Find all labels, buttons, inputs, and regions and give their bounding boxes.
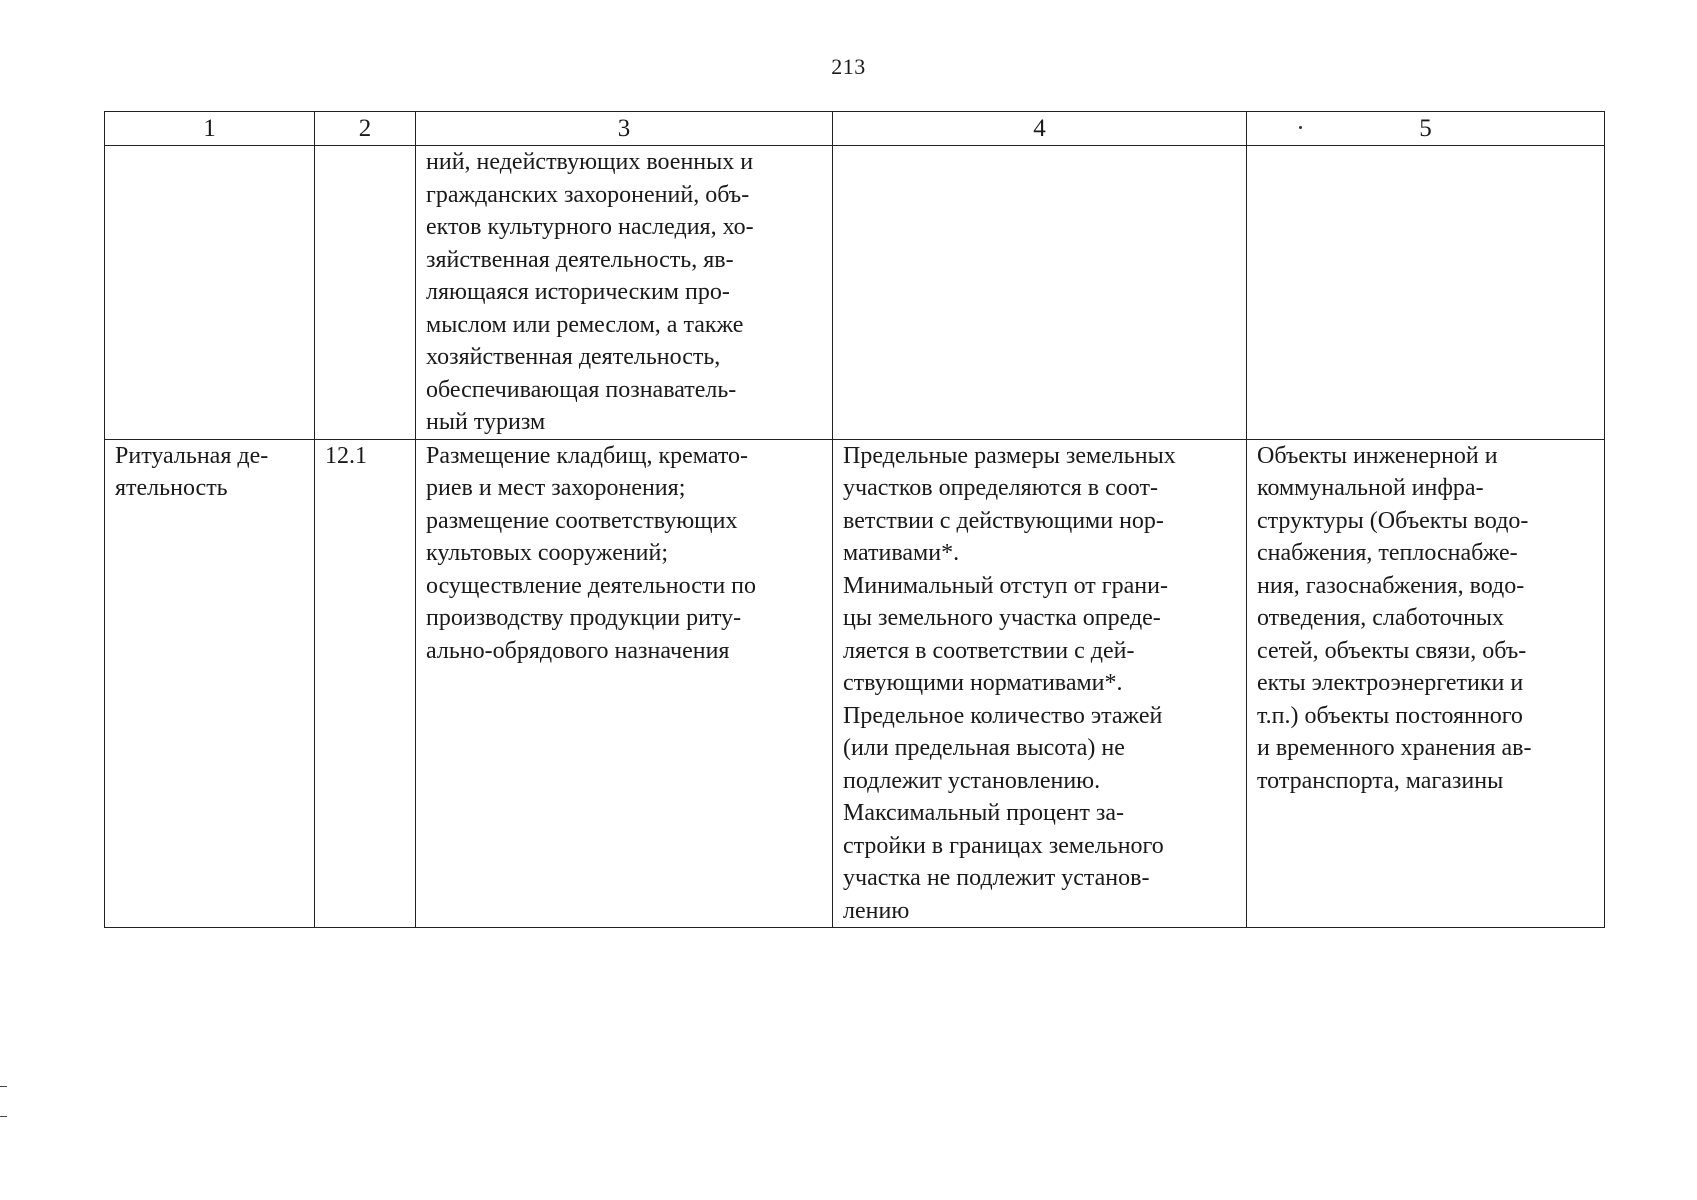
land-use-table [104,111,1605,928]
cell-text-line: екты электроэнергетики и [1257,670,1524,696]
cell-text-line: и временного хранения ав- [1257,735,1532,761]
cell-text-line: осуществление деятельности по [426,572,757,599]
cell-text-line: обеспечивающая познаватель- [426,376,737,403]
cell-text-line: Объекты инженерной и [1257,442,1498,469]
cell-text-line: Предельное количество этажей [843,702,1163,729]
cell-text-line: ния, газоснабжения, водо- [1257,572,1525,599]
cell-text-line: ектов культурного наследия, хо- [426,214,754,240]
cell-text-line: тотранспорта, магазины [1257,767,1504,794]
cell-description [416,146,833,440]
table-header-row [105,112,1605,146]
cell-auxiliary-uses [1247,146,1605,440]
cell-text-line: Предельные размеры земельных [843,442,1176,469]
cell-text-line: 12.1 [325,442,367,469]
cell-text-line: снабжения, теплоснабже- [1257,540,1518,566]
scan-margin-mark [0,1116,7,1117]
cell-text-line: подлежит установлению. [843,767,1101,794]
cell-description [416,439,833,928]
cell-text-line: Минимальный отступ от грани- [843,572,1168,599]
cell-text-line: размещение соответствующих [426,507,738,534]
cell-parameters [833,439,1247,928]
cell-text-line: ствующими нормативами*. [843,670,1123,696]
cell-text-line: участков определяются в соот- [843,475,1158,501]
table-row-ritual [105,439,1605,928]
cell-text-line: производству продукции риту- [426,605,742,631]
cell-text-line: т.п.) объекты постоянного [1257,702,1523,729]
cell-text-line: Ритуальная де- [115,442,269,469]
scan-dot [1299,126,1302,129]
cell-text-line: Размещение кладбищ, кремато- [426,442,749,469]
cell-text-line: ний, недействующих военных и [426,149,754,175]
cell-use-type [105,439,315,928]
header-cell-1: 1 [105,112,315,146]
cell-code [315,439,416,928]
header-cell-2: 2 [315,112,416,146]
header-cell-4: 4 [833,112,1247,146]
cell-text-line: ный туризм [426,409,546,435]
cell-text-line: коммунальной инфра- [1257,475,1484,501]
header-cell-3: 3 [416,112,833,146]
cell-parameters [833,146,1247,440]
cell-text-line: ляющаяся историческим про- [426,279,730,305]
cell-auxiliary-uses [1247,439,1605,928]
cell-text-line: сетей, объекты связи, объ- [1257,637,1527,664]
cell-use-type [105,146,315,440]
table-row-continuation [105,146,1605,440]
cell-text-line: зяйственная деятельность, яв- [426,246,734,273]
cell-text-line: ятельность [115,475,228,501]
scan-margin-mark [0,1086,7,1087]
cell-code [315,146,416,440]
cell-text-line: отведения, слаботочных [1257,605,1505,631]
cell-text-line: стройки в границах земельного [843,832,1164,859]
cell-text-line: ляется в соответствии с дей- [843,637,1135,664]
cell-text-line: мыслом или ремеслом, а также [426,311,744,338]
cell-text-line: ветствии с действующими нор- [843,507,1164,534]
cell-text-line: Максимальный процент за- [843,800,1124,826]
cell-text-line: (или предельная высота) не [843,735,1125,761]
cell-text-line: цы земельного участка опреде- [843,605,1161,631]
cell-text-line: риев и мест захоронения; [426,475,686,501]
cell-text-line: участка не подлежит установ- [843,865,1150,891]
cell-text-line: структуры (Объекты водо- [1257,507,1529,534]
cell-text-line: культовых сооружений; [426,540,669,566]
cell-text-line: мативами*. [843,540,960,566]
cell-text-line: гражданских захоронений, объ- [426,181,750,208]
cell-text-line: хозяйственная деятельность, [426,344,721,370]
page-number: 213 [831,54,866,79]
cell-text-line: лению [843,897,910,924]
cell-text-line: ально-обрядового назначения [426,637,730,664]
header-cell-5: 5 [1247,112,1605,146]
